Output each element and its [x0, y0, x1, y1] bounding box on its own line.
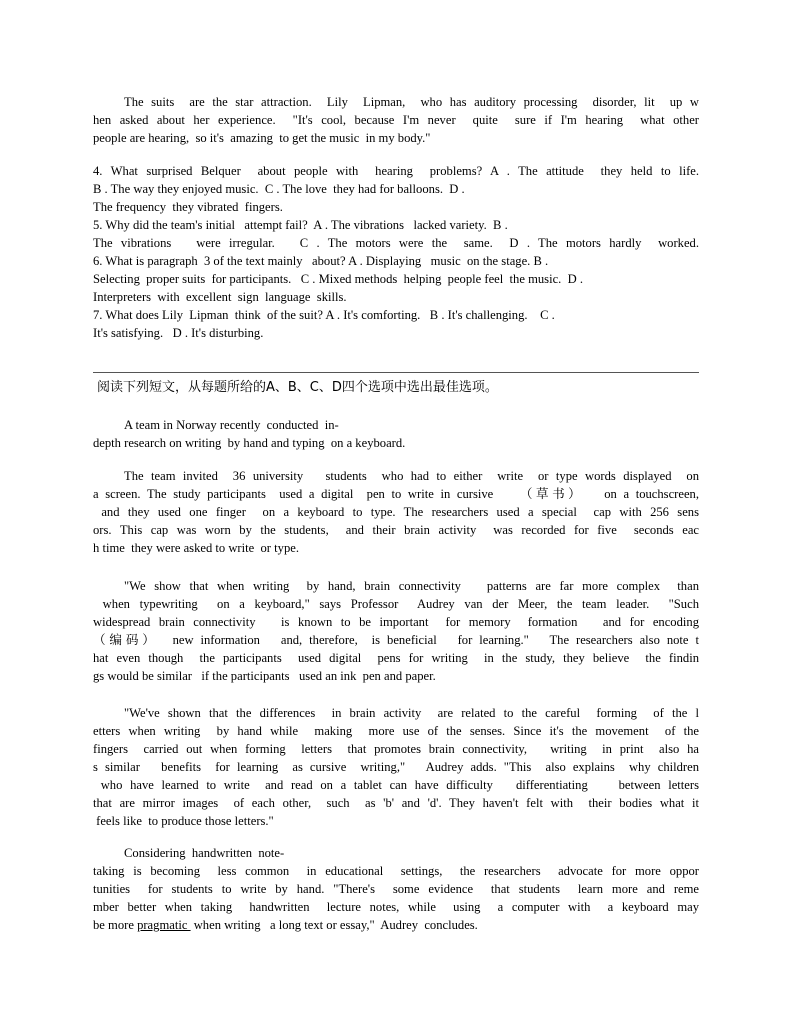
- text-line: a screen. The study participants used a digital pen to write in cursive （草书） on a touchscreen,: [93, 487, 699, 501]
- paragraph-3: [93, 577, 699, 685]
- text-line: "We've shown that the differences in brain activity are related to the careful forming of the l: [124, 706, 699, 720]
- text-line: taking is becoming less common in educational settings, the researchers advocate for more oppor: [93, 864, 699, 878]
- text-line: "We show that when writing by hand, brain connectivity patterns are far more complex than: [124, 579, 699, 593]
- question-line: 7. What does Lily Lipman think of the suit? A . It's comforting. B . It's challenging. C .: [93, 308, 555, 322]
- text-line: widespread brain connectivity is known to be important for memory formation and for encoding: [93, 615, 699, 629]
- paragraph-1: [93, 416, 699, 452]
- text-line: depth research on writing by hand and typing on a keyboard.: [93, 436, 406, 450]
- text-line: feels like to produce those letters.": [93, 814, 274, 828]
- section-divider: [93, 372, 699, 373]
- text-line: ors. This cap was worn by the students, and their brain activity was recorded for five seconds eac: [93, 523, 699, 537]
- text-line: people are hearing, so it's amazing to get the music in my body.": [93, 131, 431, 145]
- text-line: Considering handwritten note-: [124, 846, 285, 860]
- question-line: The vibrations were irregular. C . The motors were the same. D . The motors hardly worked.: [93, 236, 699, 250]
- paragraph-5: [93, 844, 699, 934]
- text-line: s similar benefits for learning as cursive writing," Audrey adds. "This also explains why children: [93, 760, 699, 774]
- text-line: The suits are the star attraction. Lily Lipman, who has auditory processing disorder, lit up w: [124, 95, 699, 109]
- paragraph-2: [93, 467, 699, 557]
- text-line: hen asked about her experience. "It's cool, because I'm never quite sure if I'm hearing what other: [93, 113, 699, 127]
- text-line: [93, 916, 699, 934]
- question-line: 4. What surprised Belquer about people with hearing problems? A . The attitude they held to life.: [93, 164, 699, 178]
- text-line: The team invited 36 university students who had to either write or type words displayed on: [124, 469, 699, 483]
- question-line: B . The way they enjoyed music. C . The love they had for balloons. D .: [93, 182, 465, 196]
- text-line: tunities for students to write by hand. "There's some evidence that students learn more and reme: [93, 882, 699, 896]
- text-line: etters when writing by hand while making more use of the senses. Since it's the movement of the: [93, 724, 699, 738]
- text-line: when typewriting on a keyboard," says Professor Audrey van der Meer, the team leader. "Such: [93, 597, 699, 611]
- text-line: fingers carried out when forming letters that promotes brain connectivity, writing in print also ha: [93, 742, 699, 756]
- question-line: The frequency they vibrated fingers.: [93, 200, 283, 214]
- question-line: 6. What is paragraph 3 of the text mainly about? A . Displaying music on the stage. B .: [93, 254, 549, 268]
- text-line: A team in Norway recently conducted in-: [124, 418, 339, 432]
- intro-paragraph: [93, 93, 699, 147]
- text-line: gs would be similar if the participants used an ink pen and paper.: [93, 669, 436, 683]
- text-line: and they used one finger on a keyboard to type. The researchers used a special cap with 256 sens: [93, 505, 699, 519]
- question-line: Selecting proper suits for participants. C . Mixed methods helping people feel the music. D .: [93, 272, 584, 286]
- paragraph-4: [93, 704, 699, 830]
- text-line: h time they were asked to write or type.: [93, 541, 299, 555]
- text-line: that are mirror images of each other, such as 'b' and 'd'. They haven't felt with their bodies what it: [93, 796, 699, 810]
- reading-instruction: 阅读下列短文，从每题所给的A、B、C、D四个选项中选出最佳选项。: [97, 380, 498, 395]
- text-fragment: when writing a long text or essay," Audrey concludes.: [190, 918, 478, 932]
- text-line: mber better when taking handwritten lecture notes, while using a computer with a keyboard may: [93, 900, 699, 914]
- text-line: who have learned to write and read on a tablet can have difficulty differentiating between letters: [93, 778, 699, 792]
- text-line: hat even though the participants used digital pens for writing in the study, they believe the findin: [93, 651, 699, 665]
- question-line: 5. Why did the team's initial attempt fail? A . The vibrations lacked variety. B .: [93, 218, 508, 232]
- questions-block: [93, 162, 699, 342]
- underlined-word: pragmatic: [137, 918, 191, 932]
- question-line: It's satisfying. D . It's disturbing.: [93, 326, 264, 340]
- text-fragment: be more: [93, 918, 138, 932]
- text-line: （编码） new information and, therefore, is beneficial for learning." The researchers also note t: [93, 633, 699, 647]
- question-line: Interpreters with excellent sign language skills.: [93, 290, 347, 304]
